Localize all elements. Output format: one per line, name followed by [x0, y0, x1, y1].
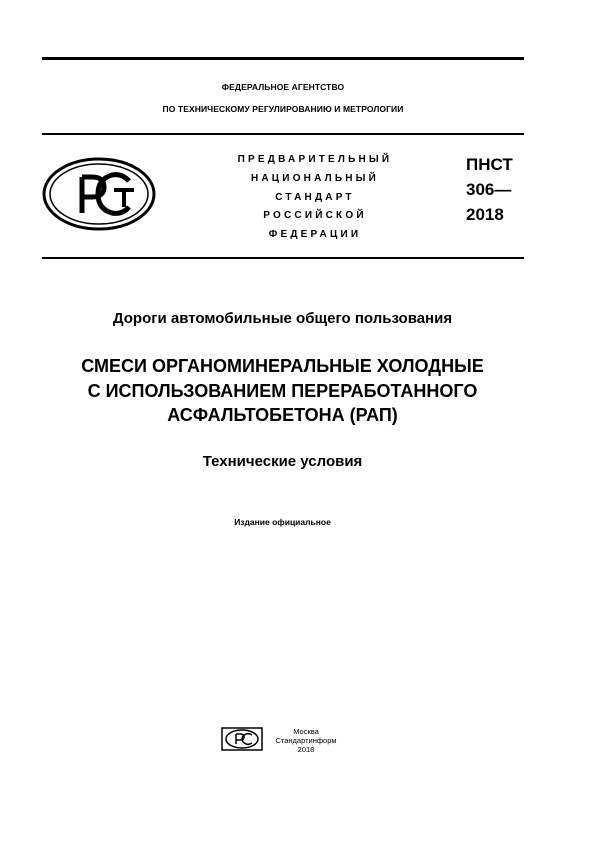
publisher-name: Стандартинформ	[275, 736, 337, 745]
document-spec: Технические условия	[202, 453, 363, 470]
standard-code-number: 306—	[466, 180, 512, 199]
rst-conformity-mark-icon	[42, 157, 156, 231]
standard-type-line-1: ПРЕДВАРИТЕЛЬНЫЙ	[237, 154, 393, 165]
standard-type-line-5: ФЕДЕРАЦИИ	[268, 229, 362, 240]
publisher-year: 2018	[297, 745, 315, 754]
standard-code-year: 2018	[466, 205, 504, 224]
standartinform-logo-icon	[221, 727, 263, 751]
edition-note: Издание официальное	[234, 517, 331, 527]
publisher-city: Москва	[293, 727, 319, 736]
standard-code-prefix: ПНСТ	[466, 155, 513, 174]
document-title-line-1: СМЕСИ ОРГАНОМИНЕРАЛЬНЫЕ ХОЛОДНЫЕ	[81, 356, 484, 376]
top-divider	[42, 57, 524, 60]
document-title-line-3: АСФАЛЬТОБЕТОНА (РАП)	[167, 405, 398, 425]
document-subject: Дороги автомобильные общего пользования	[112, 310, 453, 327]
document-title-line-2: С ИСПОЛЬЗОВАНИЕМ ПЕРЕРАБОТАННОГО	[87, 381, 478, 401]
agency-name-line-1: ФЕДЕРАЛЬНОЕ АГЕНТСТВО	[221, 82, 345, 92]
bottom-divider	[42, 257, 524, 259]
standard-type-line-2: НАЦИОНАЛЬНЫЙ	[250, 173, 380, 184]
standard-type-line-4: РОССИЙСКОЙ	[263, 210, 367, 221]
agency-name-line-2: ПО ТЕХНИЧЕСКОМУ РЕГУЛИРОВАНИЮ И МЕТРОЛОГИИ	[162, 104, 404, 114]
standard-type-line-3: СТАНДАРТ	[275, 192, 355, 203]
middle-divider	[42, 133, 524, 135]
